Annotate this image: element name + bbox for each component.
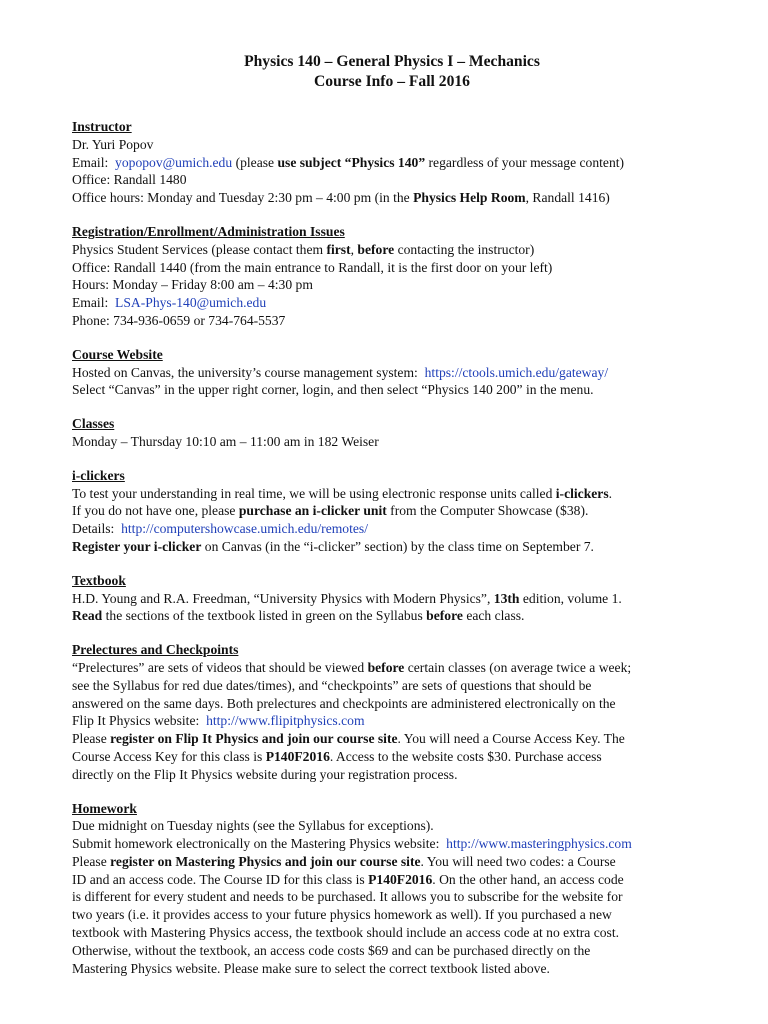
iclicker-line-2 — [72, 502, 712, 520]
section-registration — [72, 223, 712, 330]
website-instructions: Select “Canvas” in the upper right corner, login, and then select “Physics 140 200” in the menu. — [72, 382, 594, 398]
section-classes — [72, 415, 712, 451]
paragraph-line: directly on the Flip It Physics website during your registration process. — [72, 766, 458, 782]
section-course-website — [72, 346, 712, 399]
iclicker-line-1 — [72, 485, 712, 503]
flipitphysics-link[interactable]: http://www.flipitphysics.com — [206, 713, 365, 729]
website-hosted-line — [72, 364, 712, 382]
instructor-office: Office: Randall 1480 — [72, 172, 187, 188]
canvas-gateway-link[interactable]: https://ctools.umich.edu/gateway/ — [424, 364, 609, 380]
bold-text: 13th — [493, 590, 520, 606]
instructor-name: Dr. Yuri Popov — [72, 136, 154, 152]
text: Submit homework electronically on the Mastering Physics website: — [72, 836, 440, 852]
text: . — [608, 485, 613, 501]
section-heading: Textbook — [72, 572, 126, 588]
email-note: regardless of your message content) — [428, 154, 625, 170]
text: contacting the instructor) — [397, 241, 535, 257]
title-line-2: Course Info – Fall 2016 — [314, 73, 470, 90]
registration-hours: Hours: Monday – Friday 8:00 am – 4:30 pm — [72, 277, 313, 293]
paragraph-line — [72, 730, 712, 748]
text: , — [350, 241, 355, 257]
office-hours-room: Physics Help Room — [413, 190, 526, 206]
text: H.D. Young and R.A. Freedman, “University Physics with Modern Physics”, — [72, 590, 491, 606]
text: Course Access Key for this class is — [72, 748, 263, 764]
instructor-email-link[interactable]: yopopov@umich.edu — [115, 154, 233, 170]
paragraph-line: Otherwise, without the textbook, an access code costs $69 and can be purchased directly on the — [72, 942, 591, 958]
bold-text: before — [367, 659, 405, 675]
text: . You will need two codes: a Course — [420, 853, 616, 869]
bold-text: before — [357, 241, 395, 257]
paragraph-line: textbook with Mastering Physics access, the textbook should include an access code at no extra cost. — [72, 925, 620, 941]
text: Please — [72, 853, 107, 869]
text: To test your understanding in real time, we will be using electronic response units called — [72, 485, 553, 501]
text: each class. — [466, 608, 525, 624]
section-heading: Course Website — [72, 346, 163, 362]
office-hours-text: Office hours: Monday and Tuesday 2:30 pm – 4:00 pm (in the — [72, 190, 410, 206]
paragraph-line — [72, 712, 712, 730]
section-textbook — [72, 572, 712, 625]
section-iclickers — [72, 467, 712, 556]
bold-text: register on Flip It Physics and join our course site — [110, 731, 398, 747]
title-line-1: Physics 140 – General Physics I – Mechanics — [244, 53, 540, 70]
paragraph-line: Due midnight on Tuesday nights (see the Syllabus for exceptions). — [72, 818, 434, 834]
bold-text: Register your i-clicker — [72, 538, 202, 554]
text: on Canvas (in the “i-clicker” section) by the class time on September 7. — [204, 538, 594, 554]
text: Flip It Physics website: — [72, 713, 200, 729]
bold-text: i-clickers — [555, 485, 609, 501]
bold-text: first — [326, 241, 351, 257]
paragraph-line — [72, 659, 712, 677]
registration-email-line — [72, 294, 712, 312]
section-heading: Registration/Enrollment/Administration Issues — [72, 223, 345, 239]
text: . You will need a Course Access Key. The — [397, 731, 625, 747]
course-id: P140F2016 — [368, 871, 433, 887]
registration-email-link[interactable]: LSA-Phys-140@umich.edu — [115, 295, 267, 311]
paragraph-line — [72, 871, 712, 889]
bold-text: register on Mastering Physics and join our course site — [110, 853, 421, 869]
instructor-office-hours — [72, 189, 712, 207]
iclicker-register-line — [72, 538, 712, 556]
section-heading: i-clickers — [72, 467, 125, 483]
text: If you do not have one, please — [72, 503, 236, 519]
section-prelectures — [72, 641, 712, 783]
paragraph-line: two years (i.e. it provides access to your future physics homework as well). If you purchased a new — [72, 907, 612, 923]
registration-phone: Phone: 734-936-0659 or 734-764-5537 — [72, 312, 286, 328]
section-heading: Classes — [72, 416, 115, 432]
text: the sections of the textbook listed in green on the Syllabus — [105, 608, 423, 624]
iclicker-details-line — [72, 520, 712, 538]
text: Please — [72, 731, 107, 747]
class-schedule: Monday – Thursday 10:10 am – 11:00 am in 182 Weiser — [72, 433, 379, 449]
registration-contact — [72, 241, 712, 259]
bold-text: Read — [72, 608, 103, 624]
text: “Prelectures” are sets of videos that should be viewed — [72, 659, 365, 675]
text: certain classes (on average twice a week; — [407, 659, 632, 675]
text: . On the other hand, an access code — [432, 871, 624, 887]
section-instructor — [72, 118, 712, 207]
document-page — [72, 52, 712, 977]
section-heading: Prelectures and Checkpoints — [72, 642, 239, 658]
access-key: P140F2016 — [265, 748, 330, 764]
paragraph-line — [72, 853, 712, 871]
bold-text: before — [426, 608, 463, 624]
document-title — [72, 52, 712, 92]
masteringphysics-link[interactable]: http://www.masteringphysics.com — [446, 836, 632, 852]
email-label: Email: — [72, 295, 109, 311]
text: Physics Student Services (please contact them — [72, 241, 324, 257]
text: edition, volume 1. — [522, 590, 622, 606]
paragraph-line: answered on the same days. Both prelectures and checkpoints are administered electronically on the — [72, 695, 616, 711]
textbook-reading-note — [72, 607, 712, 625]
email-note: (please — [235, 154, 275, 170]
section-homework — [72, 800, 712, 978]
text: . Access to the website costs $30. Purchase access — [329, 748, 602, 764]
office-hours-text: , Randall 1416) — [525, 190, 610, 206]
text: Hosted on Canvas, the university’s course management system: — [72, 364, 418, 380]
text: Details: — [72, 521, 115, 537]
textbook-citation — [72, 590, 712, 608]
section-heading: Homework — [72, 800, 137, 816]
registration-office: Office: Randall 1440 (from the main entrance to Randall, it is the first door on your left) — [72, 259, 553, 275]
paragraph-line — [72, 748, 712, 766]
paragraph-line: see the Syllabus for red due dates/times), and “checkpoints” are sets of questions that should be — [72, 677, 592, 693]
paragraph-line — [72, 835, 712, 853]
bold-text: purchase an i-clicker unit — [238, 503, 387, 519]
text: from the Computer Showcase ($38). — [390, 503, 589, 519]
section-heading: Instructor — [72, 119, 132, 134]
computer-showcase-link[interactable]: http://computershowcase.umich.edu/remotes/ — [121, 521, 368, 537]
text: ID and an access code. The Course ID for this class is — [72, 871, 365, 887]
paragraph-line: is different for every student and needs to be purchased. It allows you to subscribe for the website for — [72, 889, 623, 905]
instructor-email-line — [72, 154, 712, 172]
paragraph-line: Mastering Physics website. Please make sure to select the correct textbook listed above. — [72, 960, 550, 976]
email-note-bold: use subject “Physics 140” — [277, 154, 426, 170]
email-label: Email: — [72, 154, 109, 170]
